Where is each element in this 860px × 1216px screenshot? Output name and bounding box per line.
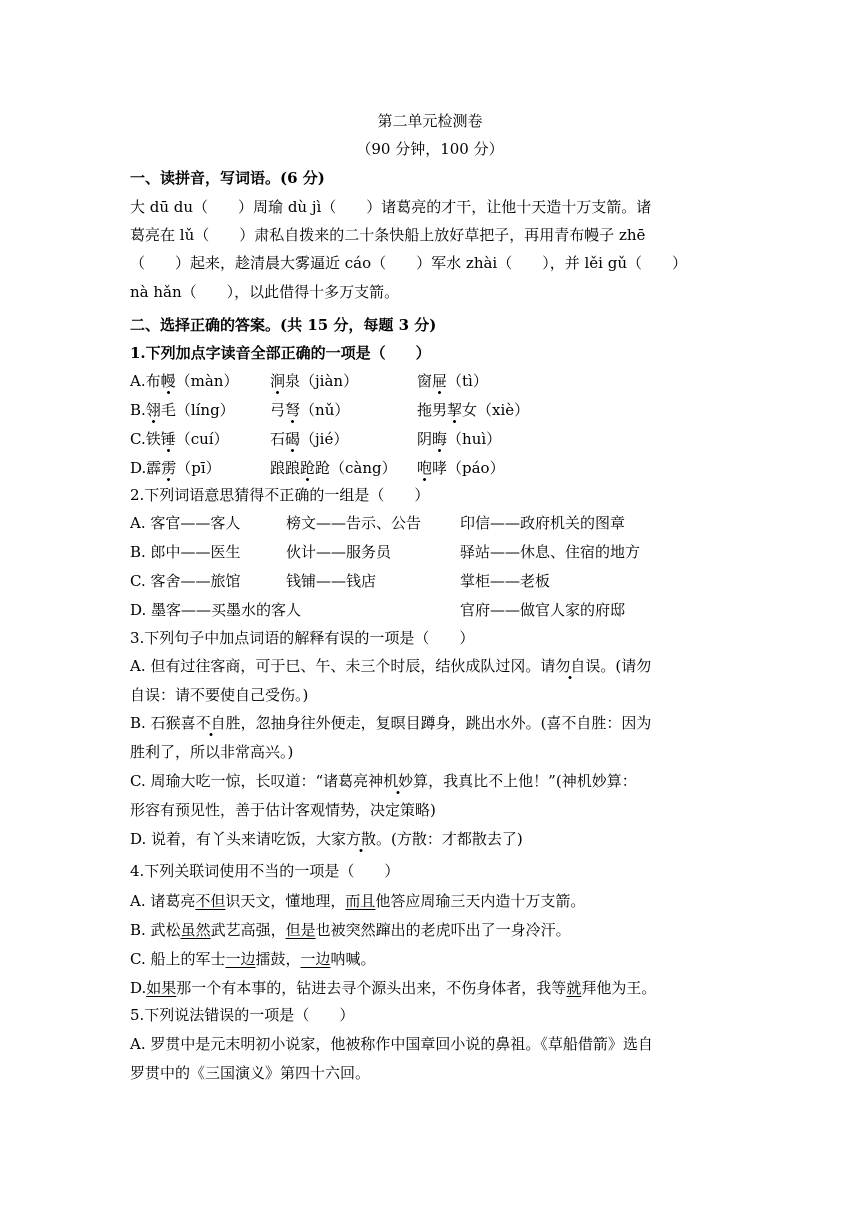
q1-a-word3: 窗屉（tì） [417,370,488,392]
section1-heading: 一、读拼音，写词语。(6 分) [130,169,325,187]
q2-c-col3: 掌柜——老板 [460,572,551,590]
q2-a-col1: A. 客官——客人 [130,514,241,532]
q3-stem: 3.下列句子中加点词语的解释有误的一项是（ ） [130,629,475,647]
q3-option-a-line1: A. 但有过往客商，可于巳、午、未三个时辰，结伙成队过冈。请勿自误。(请勿 [130,655,651,677]
q4-option-b: B. 武松虽然武艺高强，但是也被突然蹿出的老虎吓出了一身冷汗。 [130,921,571,939]
q1-a-word1: A.布幔（màn） [130,370,238,392]
section2-heading: 二、选择正确的答案。(共 15 分，每题 3 分) [130,316,437,334]
q5-stem: 5.下列说法错误的一项是（ ） [130,1006,355,1024]
q2-a-col2: 榜文——告示、公告 [286,514,422,532]
q1-c-word3: 阴晦（huì） [417,428,501,450]
q1-a-word2: 涧泉（jiàn） [270,370,358,392]
q5-option-a-line1: A. 罗贯中是元末明初小说家，他被称作中国章回小说的鼻祖。《草船借箭》选自 [130,1035,653,1053]
section1-line-3: （ ）起来，趁清晨大雾逼近 cáo（ ）军水 zhài（ ），并 lěi gǔ（ ） [130,254,687,272]
q4-option-a: A. 诸葛亮不但识天文，懂地理，而且他答应周瑜三天内造十万支箭。 [130,892,586,910]
q3-option-d: D. 说着，有丫头来请吃饭，大家方散。(方散：才都散去了) [130,828,523,850]
q5-option-a-line2: 罗贯中的《三国演义》第四十六回。 [130,1064,371,1082]
section1-line-1: 大 dū du（ ）周瑜 dù jì（ ）诸葛亮的才干，让他十天造十万支箭。诸 [130,198,652,216]
q1-d-word2: 踉踉跄跄（càng） [270,457,397,479]
q2-b-col3: 驿站——休息、住宿的地方 [460,543,641,561]
q3-option-b-line2: 胜利了，所以非常高兴。) [130,743,294,761]
q1-d-word1: D.霹雳（pī） [130,457,221,479]
q4-stem: 4.下列关联词使用不当的一项是（ ） [130,862,400,880]
page-title: 第二单元检测卷 [377,112,483,130]
q2-c-col1: C. 客舍——旅馆 [130,572,241,590]
q1-c-word1: C.铁锤（cuí） [130,428,229,450]
q2-stem: 2.下列词语意思猜得不正确的一组是（ ） [130,486,430,504]
q2-b-col2: 伙计——服务员 [286,543,392,561]
q3-option-b-line1: B. 石猴喜不自胜，忽抽身往外便走，复暝目蹲身，跳出水外。(喜不自胜：因为 [130,712,651,734]
q3-option-c-line1: C. 周瑜大吃一惊，长叹道：“诸葛亮神机妙算，我真比不上他！”(神机妙算： [130,770,637,792]
q1-stem: 1.下列加点字读音全部正确的一项是（ ） [130,344,431,362]
q2-b-col1: B. 郎中——医生 [130,543,241,561]
q4-option-c: C. 船上的军士一边擂鼓，一边呐喊。 [130,950,376,968]
section1-line-4: nà hǎn（ ），以此借得十多万支箭。 [130,283,400,301]
q2-d-col1: D. 墨客——买墨水的客人 [130,601,302,619]
q1-b-word1: B.翎毛（líng） [130,399,235,421]
q1-d-word3: 咆哮（páo） [417,457,505,479]
q2-a-col3: 印信——政府机关的图章 [460,514,626,532]
q3-option-a-line2: 自误：请不要使自己受伤。) [130,686,309,704]
q2-c-col2: 钱铺——钱店 [286,572,377,590]
q1-b-word3: 拖男挈女（xiè） [417,399,529,421]
section1-line-2: 葛亮在 lǔ（ ）肃私自拨来的二十条快船上放好草把子，再用青布幔子 zhē [130,226,646,244]
page-subtitle: （90 分钟，100 分） [356,140,504,158]
q1-c-word2: 石碣（jié） [270,428,348,450]
q4-option-d: D.如果那一个有本事的，钻进去寻个源头出来，不伤身体者，我等就拜他为王。 [130,979,657,997]
q2-d-col3: 官府——做官人家的府邸 [460,601,626,619]
q1-b-word2: 弓弩（nǔ） [270,399,349,421]
q3-option-c-line2: 形容有预见性，善于估计客观情势，决定策略) [130,801,436,819]
